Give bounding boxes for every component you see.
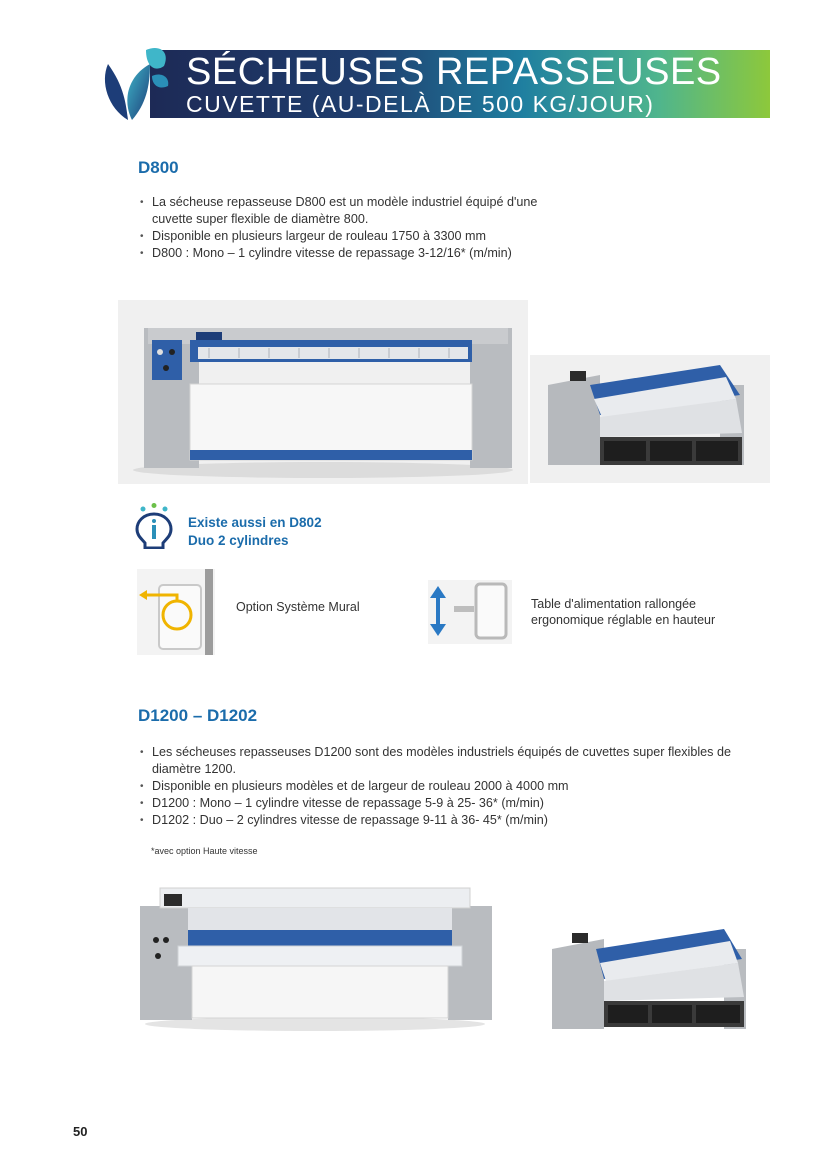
list-item: • Disponible en plusieurs modèles et de largeur de rouleau 2000 à 4000 mm: [140, 778, 770, 795]
list-item: • Les sécheuses repasseuses D1200 sont des modèles industriels équipés de cuvettes super flexibles de diamètre 1200.: [140, 744, 770, 778]
section-heading-d1200: D1200 – D1202: [138, 706, 258, 725]
list-item: • Disponible en plusieurs largeur de rouleau 1750 à 3300 mm: [140, 228, 570, 245]
d1200-bullet-list: [140, 744, 770, 829]
section-heading-d800: D800: [138, 158, 179, 177]
d800-machine-image: [118, 300, 528, 484]
option-table-label-1: Table d'alimentation rallongée: [531, 597, 696, 611]
list-item: • La sécheuse repasseuse D800 est un modèle industriel équipé d'une cuvette super flexible de diamètre 800.: [140, 194, 570, 228]
d800-machine-side-image: [530, 355, 770, 483]
page-title: SÉCHEUSES REPASSEUSES: [186, 51, 722, 93]
also-available-line1: Existe aussi en D802: [188, 515, 322, 530]
list-item: • D1202 : Duo – 2 cylindres vitesse de repassage 9-11 à 36- 45* (m/min): [140, 812, 770, 829]
option-table-label-2: ergonomique réglable en hauteur: [531, 613, 716, 627]
adjustable-table-icon: [428, 580, 512, 644]
page-number: 50: [73, 1124, 88, 1139]
lightbulb-info-icon: [134, 503, 174, 549]
page-subtitle: CUVETTE (AU-DELÀ DE 500 KG/JOUR): [186, 91, 655, 117]
also-available-line2: Duo 2 cylindres: [188, 533, 289, 548]
option-wall-label: Option Système Mural: [236, 600, 360, 614]
d1200-machine-image: [130, 884, 500, 1034]
wall-system-icon: [137, 569, 215, 655]
list-item: • D1200 : Mono – 1 cylindre vitesse de repassage 5-9 à 25- 36* (m/min): [140, 795, 770, 812]
list-item: • D800 : Mono – 1 cylindre vitesse de repassage 3-12/16* (m/min): [140, 245, 570, 262]
leaf-logo-icon: [98, 42, 178, 124]
d1200-machine-side-image: [540, 925, 770, 1043]
high-speed-note: *avec option Haute vitesse: [151, 846, 258, 856]
d800-bullet-list: [140, 194, 570, 262]
